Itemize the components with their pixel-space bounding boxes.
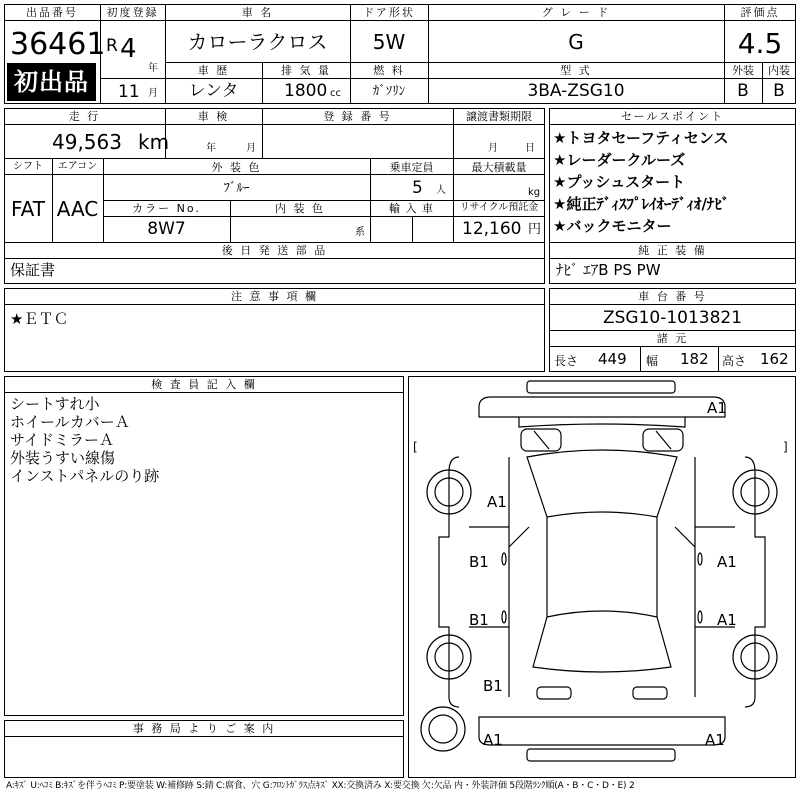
score: 4.5: [737, 27, 783, 60]
load-label: 最大積載量: [471, 161, 527, 174]
sales-label: セールスポイント: [620, 110, 724, 123]
mark-left-front: A1: [487, 493, 507, 511]
shift-label: シフト: [13, 161, 43, 172]
legend: A:ｷｽﾞ U:ﾍｺﾐ B:ｷｽﾞを伴うﾍｺﾐ P:要塗装 W:補修跡 S:錆 C:腐食、穴 G:ﾌﾛﾝﾄｶﾞﾗｽ点ｷｽﾞ XX:交換済み X:要交換 欠:欠品 内・外装評価 5段階ﾗﾝｸ順(A・B・C・D・E) 2: [6, 781, 635, 791]
era: R: [106, 36, 118, 56]
sales-item: ★トヨタセーフティセンス: [553, 129, 729, 147]
mark-rear-right: A1: [705, 731, 725, 749]
capacity-label: 乗車定員: [389, 161, 434, 174]
insp-month-unit: 月: [246, 143, 256, 154]
displacement: 1800: [284, 81, 328, 101]
reg-label: 初度登録: [106, 6, 159, 19]
equipment-label: 純 正 装 備: [638, 244, 707, 257]
inspection-label: 車 検: [197, 110, 230, 123]
transfer-day-unit: 日: [525, 143, 535, 154]
color-no-label: カラー No.: [132, 202, 201, 215]
small-bracket-right: ]: [783, 440, 788, 454]
color-no: 8W7: [147, 219, 186, 239]
inspector-line: シートすれ小: [10, 395, 100, 413]
width-label: 幅: [646, 354, 659, 368]
small-bracket-left: [: [413, 440, 418, 454]
interior-unit: 系: [355, 227, 365, 238]
office-label: 事 務 局 よ り ご 案 内: [132, 722, 276, 735]
mileage-unit: km: [138, 130, 170, 154]
parts-label: 後 日 発 送 部 品: [221, 244, 328, 257]
inspector-label: 検 査 員 記 入 欄: [151, 378, 257, 391]
door-type: 5W: [372, 30, 406, 54]
exterior-label: 外装: [732, 64, 754, 77]
lot-number: 36461: [10, 27, 106, 62]
door-label: ドア形状: [363, 6, 415, 19]
year-unit: 年: [148, 63, 158, 74]
lot-label: 出品番号: [26, 6, 78, 19]
interior-label: 内装: [768, 64, 790, 77]
insp-year-unit: 年: [206, 143, 216, 154]
inspector-line: ホイールカバーＡ: [10, 413, 130, 431]
notes-label: 注 意 事 項 欄: [231, 290, 318, 303]
ac: AAC: [56, 197, 99, 221]
sales-item: ★レーダークルーズ: [553, 151, 686, 169]
plate-label: 登 録 番 号: [323, 110, 392, 123]
grade-label: グ レ ー ド: [541, 6, 611, 19]
score-label: 評価点: [740, 6, 780, 19]
model-label: 型 式: [560, 64, 592, 77]
height: 162: [760, 350, 789, 368]
capacity: 5: [412, 178, 423, 198]
mark-left-door-front: B1: [469, 553, 489, 571]
chassis-number: ZSG10-1013821: [602, 308, 743, 328]
month-unit: 月: [148, 88, 158, 99]
grade: G: [568, 30, 584, 54]
mark-right-door-front: A1: [717, 553, 737, 571]
length: 449: [598, 350, 627, 368]
import-label: 輸 入 車: [389, 202, 434, 215]
recycle-label: リサイクル預託金: [459, 202, 539, 213]
mark-right-door-rear: A1: [717, 611, 737, 629]
mileage-label: 走 行: [68, 110, 101, 123]
inspector-line: 外装うすい線傷: [10, 449, 116, 467]
reg-month: 11: [118, 82, 140, 102]
interior-color-label: 内 装 色: [275, 202, 325, 215]
sales-item: ★バックモニター: [553, 217, 672, 235]
name-label: 車 名: [241, 6, 274, 19]
displacement-unit: cc: [330, 88, 341, 99]
fuel: ｶﾞｿﾘﾝ: [372, 84, 406, 99]
exterior-color: ﾌﾞﾙｰ: [223, 181, 250, 196]
width: 182: [680, 350, 709, 368]
notes-value: ★ＥＴＣ: [10, 310, 69, 328]
chassis-label: 車 台 番 号: [638, 290, 707, 303]
height-label: 高さ: [722, 354, 747, 368]
fuel-label: 燃 料: [373, 64, 405, 77]
car-name: カローラクロス: [187, 30, 328, 54]
transfer-month-unit: 月: [488, 143, 498, 154]
parts-value: 保証書: [10, 261, 56, 279]
inspector-line: サイドミラーＡ: [10, 431, 114, 449]
ac-label: エアコン: [57, 161, 98, 172]
mark-left-rear: B1: [483, 677, 503, 695]
interior-grade: B: [773, 81, 785, 101]
transfer-label: 譲渡書類期限: [466, 110, 532, 123]
reg-year: 4: [120, 34, 137, 64]
length-label: 長さ: [554, 354, 579, 368]
mileage: 49,563: [52, 130, 122, 154]
mark-left-door-rear: B1: [469, 611, 489, 629]
load-unit: kg: [528, 187, 541, 198]
history: レンタ: [188, 81, 239, 101]
mark-rear-left: A1: [483, 731, 503, 749]
recycle-unit: 円: [528, 222, 542, 237]
recycle: 12,160: [462, 219, 522, 239]
dims-label: 諸 元: [656, 332, 689, 345]
car-diagram-section: [408, 376, 796, 778]
mark-front-right: A1: [707, 399, 727, 417]
shift: FAT: [10, 197, 45, 221]
equipment-value: ﾅﾋﾞ ｴｱB PS PW: [556, 261, 661, 279]
inspector-line: インストパネルのり跡: [10, 467, 160, 485]
first-listing-badge: 初出品: [7, 63, 96, 101]
color-label: 外 装 色: [211, 161, 262, 174]
history-label: 車 歴: [197, 64, 230, 77]
sales-item: ★純正ﾃﾞｨｽﾌﾟﾚｲｵｰﾃﾞｨｵ/ﾅﾋﾞ: [553, 195, 730, 213]
capacity-unit: 人: [436, 185, 446, 196]
car-diagram: [409, 377, 795, 777]
displacement-label: 排 気 量: [281, 64, 331, 77]
exterior-grade: B: [737, 81, 749, 101]
model: 3BA-ZSG10: [527, 81, 625, 101]
sales-item: ★プッシュスタート: [553, 173, 686, 191]
